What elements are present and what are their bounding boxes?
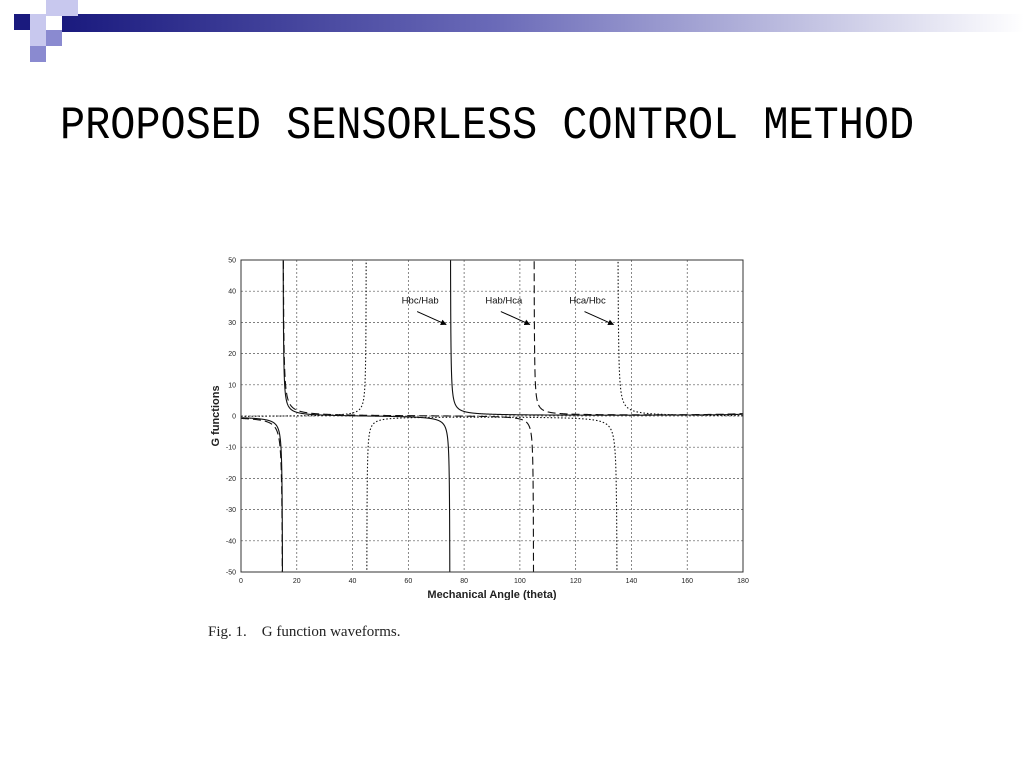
x-tick-label: 180 — [737, 578, 749, 585]
header-square — [30, 14, 46, 30]
x-tick-label: 140 — [625, 578, 638, 585]
x-tick-label: 60 — [404, 578, 413, 585]
y-tick-label: 10 — [228, 382, 236, 390]
y-tick-label: 0 — [232, 413, 236, 421]
series-annotation-label: Hbc/Hab — [401, 295, 439, 307]
g-function-chart — [205, 250, 765, 600]
y-tick-label: 30 — [228, 319, 236, 327]
slide-title: PROPOSED SENSORLESS CONTROL METHOD — [60, 100, 915, 152]
x-tick-label: 40 — [348, 578, 357, 585]
y-tick-label: 20 — [228, 351, 236, 359]
x-tick-label: 0 — [239, 578, 243, 585]
x-tick-label: 80 — [460, 578, 469, 585]
x-tick-label: 160 — [681, 578, 694, 585]
header-square — [30, 46, 46, 62]
header-square — [62, 0, 78, 16]
y-tick-label: -20 — [225, 475, 236, 483]
y-tick-label: -40 — [225, 538, 236, 546]
x-tick-label: 120 — [569, 578, 582, 585]
plot-frame — [241, 260, 743, 572]
series-annotation-label: Hca/Hbc — [569, 295, 606, 307]
x-tick-label: 20 — [292, 578, 301, 585]
header-square — [46, 0, 62, 16]
figure-caption: Fig. 1. G function waveforms. — [208, 624, 401, 640]
header-decoration — [0, 0, 1024, 70]
y-tick-label: 40 — [228, 288, 236, 296]
y-tick-label: -50 — [225, 569, 236, 577]
header-square — [14, 14, 30, 30]
y-axis-label: G functions — [210, 385, 222, 447]
y-tick-label: -30 — [225, 507, 236, 515]
series-annotation-label: Hab/Hca — [485, 295, 523, 307]
header-square — [30, 30, 46, 46]
x-axis-label: Mechanical Angle (theta) — [427, 589, 557, 600]
header-gradient-bar — [62, 14, 1024, 32]
x-tick-label: 100 — [514, 578, 526, 585]
y-tick-label: -10 — [225, 444, 236, 452]
header-square — [46, 30, 62, 46]
y-tick-label: 50 — [228, 257, 236, 265]
